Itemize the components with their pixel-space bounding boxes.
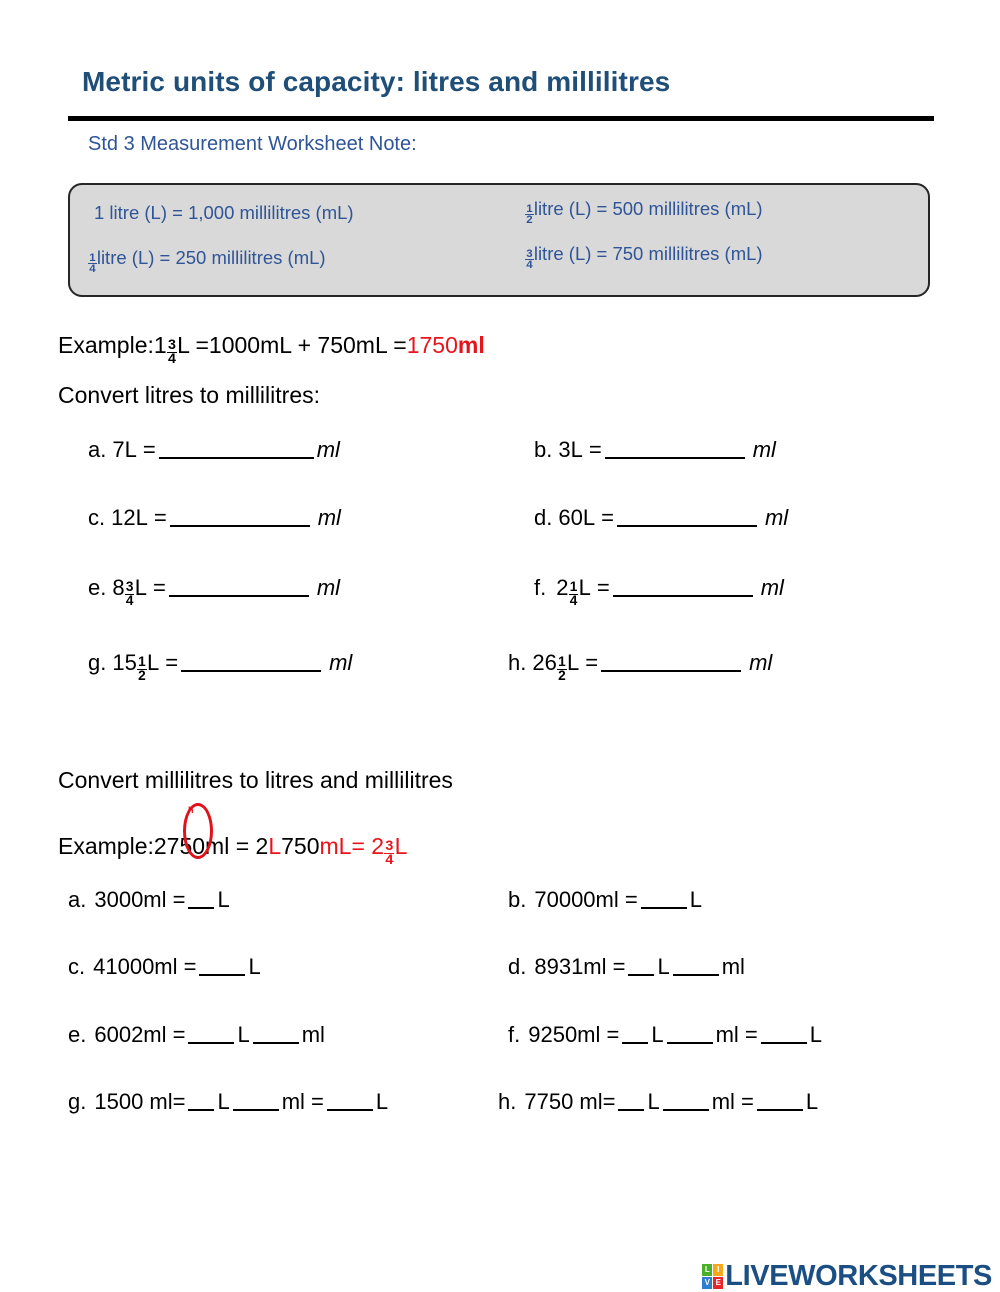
- problem-1g: g. 15 $\frac{1}{2}$ L = ml: [88, 650, 353, 684]
- answer-blank[interactable]: [159, 436, 314, 458]
- liveworksheets-wordmark: LIVEWORKSHEETS: [725, 1260, 992, 1292]
- answer-blank[interactable]: [613, 574, 753, 596]
- answer-blank[interactable]: [188, 1021, 234, 1043]
- liveworksheets-logo-icon: [702, 1264, 723, 1289]
- answer-blank[interactable]: [628, 953, 654, 975]
- problem-2b: b. 70000ml = L: [508, 887, 702, 913]
- title-divider: [68, 116, 934, 121]
- answer-blank[interactable]: [641, 886, 687, 908]
- conversion-facts-box: [68, 183, 930, 297]
- logo-tile-l: L: [702, 1264, 712, 1276]
- section1-example: Example: 1 $\frac{3}{4}$ L =1000mL + 750mL = 1750 ml: [58, 332, 485, 368]
- fact-item: $\frac{3}{4}$ litre (L) = 750 millilitres (mL): [526, 243, 763, 272]
- answer-blank[interactable]: [761, 1021, 807, 1043]
- section2-instruction: Convert millilitres to litres and millilitres: [58, 767, 453, 793]
- problem-1a: a. 7L = ml: [88, 437, 340, 463]
- answer-blank[interactable]: [622, 1021, 648, 1043]
- liveworksheets-logo[interactable]: [702, 1262, 992, 1291]
- logo-tile-i: I: [713, 1264, 723, 1276]
- problem-1b: b. 3L = ml: [534, 437, 776, 463]
- fraction-one-half-icon: $\frac{1}{2}$: [558, 654, 566, 684]
- answer-blank[interactable]: [199, 953, 245, 975]
- answer-blank[interactable]: [169, 574, 309, 596]
- fraction-one-half-icon: $\frac{1}{2}$: [138, 654, 146, 684]
- fraction-one-quarter-icon: $\frac{1}{4}$: [569, 579, 578, 609]
- fraction-three-quarters-icon: $\frac{3}{4}$: [125, 579, 134, 609]
- fraction-one-half: $\frac{1}{2}$: [526, 202, 533, 227]
- fact-item: 1 litre (L) = 1,000 millilitres (mL): [94, 202, 354, 223]
- problem-2e: e. 6002ml = L ml: [68, 1022, 325, 1048]
- answer-blank[interactable]: [617, 504, 757, 526]
- section2-example: Example: 2750ml = 2 L 750 mL = 2 $\frac{3}{4}$ L: [58, 833, 408, 869]
- answer-blank[interactable]: [667, 1021, 713, 1043]
- fraction-one-quarter: $\frac{1}{4}$: [89, 251, 96, 276]
- answer-blank[interactable]: [618, 1088, 644, 1110]
- problem-2g: g. 1500 ml= L ml = L: [68, 1089, 389, 1115]
- annotation-marker-label: h: [188, 805, 194, 815]
- answer-blank[interactable]: [233, 1088, 279, 1110]
- answer-blank[interactable]: [673, 953, 719, 975]
- problem-1c: c. 12L = ml: [88, 505, 341, 531]
- answer-blank[interactable]: [601, 649, 741, 671]
- answer-blank[interactable]: [327, 1088, 373, 1110]
- fraction-three-quarters-icon: $\frac{3}{4}$: [385, 837, 394, 869]
- answer-blank[interactable]: [181, 649, 321, 671]
- section1-instruction: Convert litres to millilitres:: [58, 382, 320, 408]
- answer-blank[interactable]: [605, 436, 745, 458]
- logo-tile-e: E: [713, 1277, 723, 1289]
- problem-1f: f. 2 $\frac{1}{4}$ L = ml: [534, 575, 784, 609]
- answer-blank[interactable]: [170, 504, 310, 526]
- answer-blank[interactable]: [188, 886, 214, 908]
- problem-1e: e. 8 $\frac{3}{4}$ L = ml: [88, 575, 341, 609]
- fact-item: $\frac{1}{4}$ litre (L) = 250 millilitres (mL): [89, 247, 326, 276]
- fact-item: $\frac{1}{2}$ litre (L) = 500 millilitres (mL): [526, 198, 763, 227]
- page-title: Metric units of capacity: litres and millilitres: [82, 66, 671, 97]
- problem-2h: h. 7750 ml= L ml = L: [498, 1089, 819, 1115]
- fraction-three-quarters: $\frac{3}{4}$: [526, 247, 533, 272]
- answer-blank[interactable]: [253, 1021, 299, 1043]
- answer-blank[interactable]: [188, 1088, 214, 1110]
- problem-1d: d. 60L = ml: [534, 505, 789, 531]
- logo-tile-v: V: [702, 1277, 712, 1289]
- worksheet-note: Std 3 Measurement Worksheet Note:: [88, 133, 417, 155]
- answer-blank[interactable]: [663, 1088, 709, 1110]
- problem-2f: f. 9250ml = L ml = L: [508, 1022, 823, 1048]
- problem-1h: h. 26 $\frac{1}{2}$ L = ml: [508, 650, 773, 684]
- fraction-three-quarters-icon: $\frac{3}{4}$: [167, 336, 176, 368]
- answer-blank[interactable]: [757, 1088, 803, 1110]
- problem-2d: d. 8931ml = L ml: [508, 954, 745, 980]
- problem-2c: c. 41000ml = L: [68, 954, 261, 980]
- problem-2a: a. 3000ml = L: [68, 887, 230, 913]
